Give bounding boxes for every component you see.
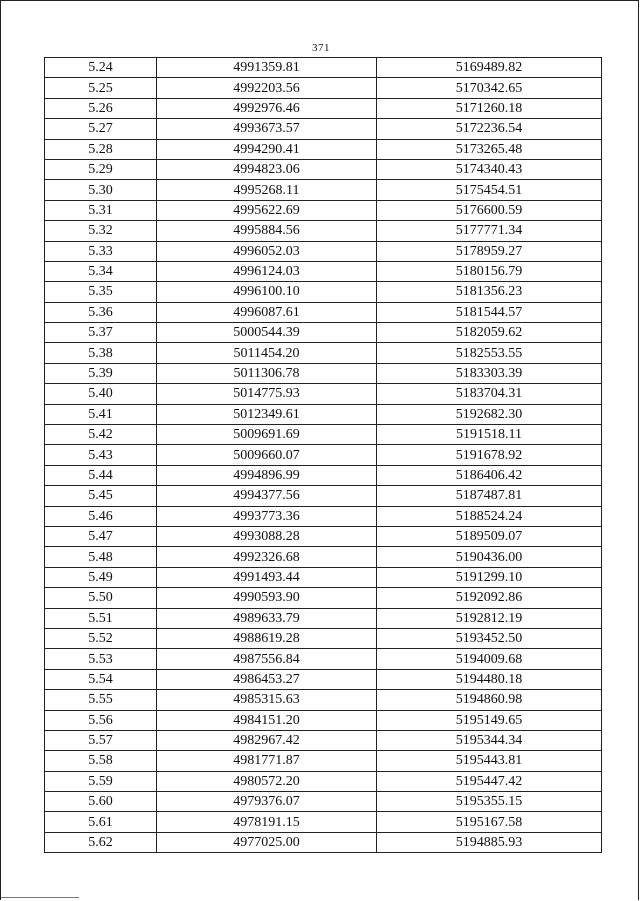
y-coordinate-cell: 5194009.68 (377, 649, 602, 669)
table-row (45, 547, 602, 567)
y-coordinate-cell: 5194480.18 (377, 669, 602, 689)
y-coordinate-cell: 5181356.23 (377, 282, 602, 302)
y-coordinate-cell: 5195149.65 (377, 710, 602, 730)
y-coordinate-cell: 5194860.98 (377, 690, 602, 710)
y-coordinate-cell: 5186406.42 (377, 465, 602, 485)
point-id-cell: 5.50 (45, 588, 157, 608)
point-id-cell: 5.32 (45, 221, 157, 241)
point-id-cell: 5.29 (45, 159, 157, 179)
x-coordinate-cell: 4980572.20 (157, 771, 377, 791)
table-row (45, 180, 602, 200)
x-coordinate-cell: 4994823.06 (157, 159, 377, 179)
y-coordinate-cell: 5189509.07 (377, 526, 602, 546)
point-id-cell: 5.59 (45, 771, 157, 791)
point-id-cell: 5.51 (45, 608, 157, 628)
point-id-cell: 5.54 (45, 669, 157, 689)
point-id-cell: 5.38 (45, 343, 157, 363)
table-row (45, 628, 602, 648)
x-coordinate-cell: 5011306.78 (157, 363, 377, 383)
x-coordinate-cell: 5012349.61 (157, 404, 377, 424)
point-id-cell: 5.43 (45, 445, 157, 465)
table-row (45, 710, 602, 730)
y-coordinate-cell: 5178959.27 (377, 241, 602, 261)
y-coordinate-cell: 5191678.92 (377, 445, 602, 465)
x-coordinate-cell: 4992326.68 (157, 547, 377, 567)
point-id-cell: 5.45 (45, 486, 157, 506)
point-id-cell: 5.56 (45, 710, 157, 730)
y-coordinate-cell: 5192812.19 (377, 608, 602, 628)
x-coordinate-cell: 4995622.69 (157, 200, 377, 220)
y-coordinate-cell: 5177771.34 (377, 221, 602, 241)
x-coordinate-cell: 4984151.20 (157, 710, 377, 730)
x-coordinate-cell: 5000544.39 (157, 323, 377, 343)
point-id-cell: 5.40 (45, 384, 157, 404)
point-id-cell: 5.46 (45, 506, 157, 526)
table-row (45, 526, 602, 546)
y-coordinate-cell: 5187487.81 (377, 486, 602, 506)
x-coordinate-cell: 4994377.56 (157, 486, 377, 506)
x-coordinate-cell: 4995268.11 (157, 180, 377, 200)
table-row (45, 792, 602, 812)
table-row (45, 751, 602, 771)
coordinates-table-body (45, 58, 602, 853)
table-row (45, 221, 602, 241)
scan-edge-line (1, 897, 79, 898)
y-coordinate-cell: 5193452.50 (377, 628, 602, 648)
point-id-cell: 5.49 (45, 567, 157, 587)
table-row (45, 58, 602, 78)
y-coordinate-cell: 5195344.34 (377, 730, 602, 750)
point-id-cell: 5.52 (45, 628, 157, 648)
y-coordinate-cell: 5195447.42 (377, 771, 602, 791)
table-row (45, 608, 602, 628)
y-coordinate-cell: 5188524.24 (377, 506, 602, 526)
y-coordinate-cell: 5181544.57 (377, 302, 602, 322)
x-coordinate-cell: 4981771.87 (157, 751, 377, 771)
point-id-cell: 5.28 (45, 139, 157, 159)
point-id-cell: 5.44 (45, 465, 157, 485)
x-coordinate-cell: 4995884.56 (157, 221, 377, 241)
x-coordinate-cell: 5009691.69 (157, 425, 377, 445)
x-coordinate-cell: 4977025.00 (157, 832, 377, 852)
table-row (45, 730, 602, 750)
table-row (45, 200, 602, 220)
coordinates-table (44, 57, 602, 853)
x-coordinate-cell: 4996124.03 (157, 261, 377, 281)
table-row (45, 384, 602, 404)
y-coordinate-cell: 5195355.15 (377, 792, 602, 812)
x-coordinate-cell: 4992203.56 (157, 78, 377, 98)
x-coordinate-cell: 4979376.07 (157, 792, 377, 812)
x-coordinate-cell: 4986453.27 (157, 669, 377, 689)
point-id-cell: 5.53 (45, 649, 157, 669)
table-row (45, 465, 602, 485)
y-coordinate-cell: 5191299.10 (377, 567, 602, 587)
table-row (45, 588, 602, 608)
point-id-cell: 5.30 (45, 180, 157, 200)
table-row (45, 241, 602, 261)
y-coordinate-cell: 5169489.82 (377, 58, 602, 78)
point-id-cell: 5.55 (45, 690, 157, 710)
table-row (45, 506, 602, 526)
y-coordinate-cell: 5192682.30 (377, 404, 602, 424)
point-id-cell: 5.41 (45, 404, 157, 424)
x-coordinate-cell: 4988619.28 (157, 628, 377, 648)
y-coordinate-cell: 5172236.54 (377, 119, 602, 139)
x-coordinate-cell: 4996100.10 (157, 282, 377, 302)
y-coordinate-cell: 5173265.48 (377, 139, 602, 159)
table-row (45, 404, 602, 424)
table-row (45, 119, 602, 139)
x-coordinate-cell: 4993773.36 (157, 506, 377, 526)
point-id-cell: 5.35 (45, 282, 157, 302)
x-coordinate-cell: 5014775.93 (157, 384, 377, 404)
table-row (45, 690, 602, 710)
point-id-cell: 5.27 (45, 119, 157, 139)
x-coordinate-cell: 4987556.84 (157, 649, 377, 669)
x-coordinate-cell: 4994290.41 (157, 139, 377, 159)
table-row (45, 567, 602, 587)
table-row (45, 812, 602, 832)
point-id-cell: 5.62 (45, 832, 157, 852)
x-coordinate-cell: 4993088.28 (157, 526, 377, 546)
point-id-cell: 5.25 (45, 78, 157, 98)
x-coordinate-cell: 4990593.90 (157, 588, 377, 608)
y-coordinate-cell: 5195167.58 (377, 812, 602, 832)
table-row (45, 445, 602, 465)
point-id-cell: 5.60 (45, 792, 157, 812)
y-coordinate-cell: 5183704.31 (377, 384, 602, 404)
y-coordinate-cell: 5183303.39 (377, 363, 602, 383)
table-row (45, 771, 602, 791)
point-id-cell: 5.48 (45, 547, 157, 567)
point-id-cell: 5.34 (45, 261, 157, 281)
table-row (45, 139, 602, 159)
table-row (45, 302, 602, 322)
table-row (45, 832, 602, 852)
x-coordinate-cell: 4978191.15 (157, 812, 377, 832)
y-coordinate-cell: 5182059.62 (377, 323, 602, 343)
x-coordinate-cell: 4982967.42 (157, 730, 377, 750)
x-coordinate-cell: 4994896.99 (157, 465, 377, 485)
page-number: 371 (312, 42, 330, 54)
y-coordinate-cell: 5176600.59 (377, 200, 602, 220)
point-id-cell: 5.31 (45, 200, 157, 220)
table-row (45, 98, 602, 118)
y-coordinate-cell: 5195443.81 (377, 751, 602, 771)
y-coordinate-cell: 5171260.18 (377, 98, 602, 118)
table-row (45, 282, 602, 302)
x-coordinate-cell: 4985315.63 (157, 690, 377, 710)
point-id-cell: 5.42 (45, 425, 157, 445)
table-row (45, 323, 602, 343)
y-coordinate-cell: 5174340.43 (377, 159, 602, 179)
x-coordinate-cell: 5009660.07 (157, 445, 377, 465)
table-row (45, 486, 602, 506)
y-coordinate-cell: 5194885.93 (377, 832, 602, 852)
point-id-cell: 5.47 (45, 526, 157, 546)
x-coordinate-cell: 5011454.20 (157, 343, 377, 363)
x-coordinate-cell: 4991359.81 (157, 58, 377, 78)
point-id-cell: 5.33 (45, 241, 157, 261)
table-row (45, 649, 602, 669)
table-row (45, 425, 602, 445)
y-coordinate-cell: 5191518.11 (377, 425, 602, 445)
table-row (45, 669, 602, 689)
table-row (45, 343, 602, 363)
x-coordinate-cell: 4992976.46 (157, 98, 377, 118)
x-coordinate-cell: 4989633.79 (157, 608, 377, 628)
point-id-cell: 5.36 (45, 302, 157, 322)
table-row (45, 363, 602, 383)
y-coordinate-cell: 5180156.79 (377, 261, 602, 281)
point-id-cell: 5.58 (45, 751, 157, 771)
y-coordinate-cell: 5182553.55 (377, 343, 602, 363)
x-coordinate-cell: 4996052.03 (157, 241, 377, 261)
y-coordinate-cell: 5190436.00 (377, 547, 602, 567)
table-row (45, 261, 602, 281)
y-coordinate-cell: 5192092.86 (377, 588, 602, 608)
y-coordinate-cell: 5175454.51 (377, 180, 602, 200)
point-id-cell: 5.57 (45, 730, 157, 750)
x-coordinate-cell: 4996087.61 (157, 302, 377, 322)
point-id-cell: 5.37 (45, 323, 157, 343)
x-coordinate-cell: 4993673.57 (157, 119, 377, 139)
x-coordinate-cell: 4991493.44 (157, 567, 377, 587)
point-id-cell: 5.61 (45, 812, 157, 832)
point-id-cell: 5.26 (45, 98, 157, 118)
point-id-cell: 5.39 (45, 363, 157, 383)
y-coordinate-cell: 5170342.65 (377, 78, 602, 98)
table-row (45, 78, 602, 98)
table-row (45, 159, 602, 179)
point-id-cell: 5.24 (45, 58, 157, 78)
